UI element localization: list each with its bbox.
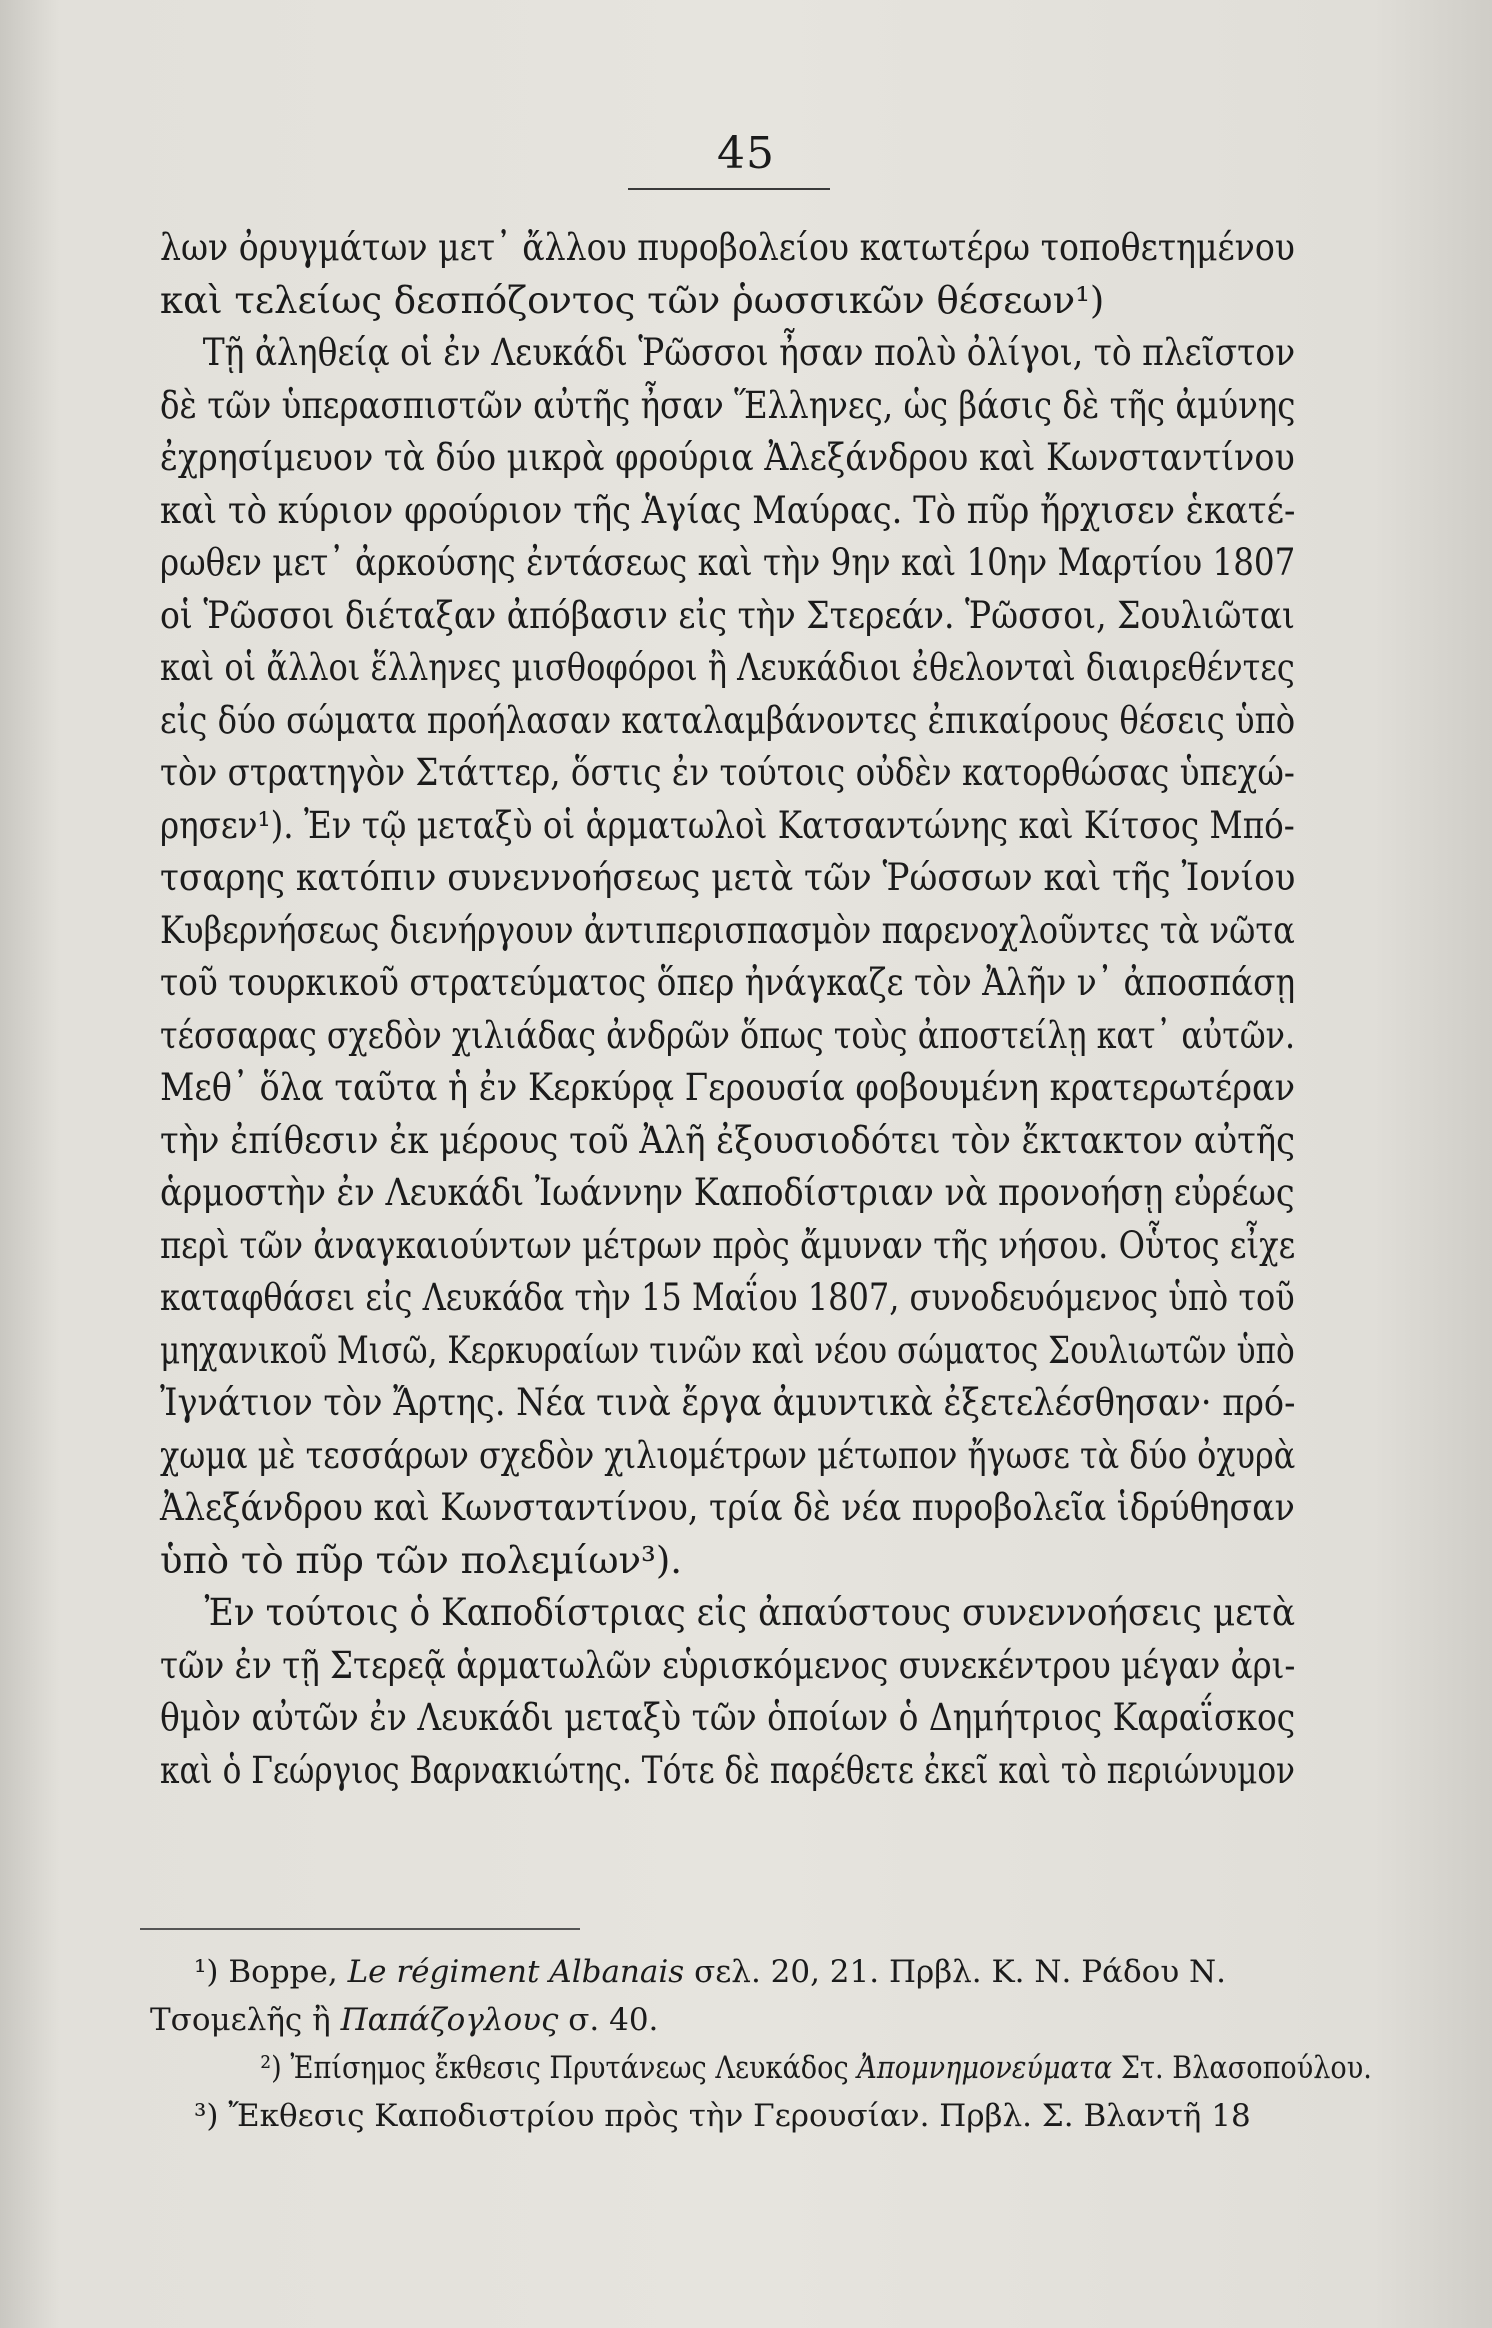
footnotes xyxy=(150,1948,1372,2140)
text-line: λων ὀρυγμάτων μετ᾽ ἄλλου πυροβολείου κατωτέρω τοποθετημένου xyxy=(160,226,1295,269)
footnote-text: Τσομελῆς ἢ xyxy=(150,2002,341,2038)
text-line: τσαρης κατόπιν συνεννοήσεως μετὰ τῶν Ῥώσσων καὶ τῆς Ἰονίου xyxy=(160,856,1296,899)
text-line: καταφθάσει εἰς Λευκάδα τὴν 15 Μαΐου 1807, συνοδευόμενος ὑπὸ τοῦ xyxy=(160,1276,1295,1319)
footnote-1-continued xyxy=(150,1996,1300,2044)
text-line: Ἀλεξάνδρου καὶ Κωνσταντίνου, τρία δὲ νέα πυροβολεῖα ἱδρύθησαν xyxy=(160,1486,1295,1529)
text-line: οἱ Ῥῶσσοι διέταξαν ἀπόβασιν εἰς τὴν Στερεάν. Ῥῶσσοι, Σουλιῶται xyxy=(160,593,1296,637)
text-line: καὶ τελείως δεσπόζοντος τῶν ῥωσσικῶν θέσεων¹) xyxy=(160,278,1105,322)
text-line: Κυβερνήσεως διενήργουν ἀντιπερισπασμὸν παρενοχλοῦντες τὰ νῶτα xyxy=(160,908,1295,952)
footnote-italic: Le régiment Albanais xyxy=(347,1954,685,1990)
text-line: εἰς δύο σώματα προήλασαν καταλαμβάνοντες ἐπικαίρους θέσεις ὑπὸ xyxy=(160,698,1296,742)
header-rule xyxy=(628,188,830,190)
text-line: θμὸν αὐτῶν ἐν Λευκάδι μεταξὺ τῶν ὁποίων ὁ Δημήτριος Καραΐσκος xyxy=(160,1696,1296,1739)
text-line: δὲ τῶν ὑπερασπιστῶν αὐτῆς ἦσαν Ἕλληνες, ὡς βάσις δὲ τῆς ἀμύνης xyxy=(160,383,1296,427)
footnote-text: σ. 40. xyxy=(558,2002,659,2038)
body-text xyxy=(160,222,1295,1797)
footnote-3 xyxy=(150,2092,1300,2140)
text-line: χωμα μὲ τεσσάρων σχεδὸν χιλιομέτρων μέτωπον ἤγωσε τὰ δύο ὀχυρὰ xyxy=(160,1433,1296,1477)
footnote-marker: ¹) xyxy=(194,1954,219,1990)
footnote-rule xyxy=(140,1928,580,1930)
text-line: ρησεν¹). Ἐν τῷ μεταξὺ οἱ ἁρματωλοὶ Κατσαντώνης καὶ Κίτσος Μπό- xyxy=(160,803,1295,847)
text-line: Ἰγνάτιον τὸν Ἄρτης. Νέα τινὰ ἔργα ἀμυντικὰ ἐξετελέσθησαν· πρό- xyxy=(160,1381,1296,1424)
text-line: τῶν ἐν τῇ Στερεᾷ ἁρματωλῶν εὑρισκόμενος συνεκέντρου μέγαν ἀρι- xyxy=(160,1643,1296,1687)
footnote-text: Boppe, xyxy=(228,1954,348,1990)
text-line: τὴν ἐπίθεσιν ἐκ μέρους τοῦ Ἀλῆ ἐξουσιοδότει τὸν ἔκτακτον αὐτῆς xyxy=(160,1118,1295,1162)
text-line: ἁρμοστὴν ἐν Λευκάδι Ἰωάννην Καποδίστριαν νὰ προνοήσῃ εὐρέως xyxy=(160,1171,1295,1214)
footnote-text: σελ. 20, 21. Πρβλ. Κ. Ν. Ράδου Ν. xyxy=(684,1954,1226,1990)
text-line: ὑπὸ τὸ πῦρ τῶν πολεμίων³). xyxy=(160,1538,683,1582)
text-line: Ἐν τούτοις ὁ Καποδίστριας εἰς ἀπαύστους συνεννοήσεις μετὰ xyxy=(204,1591,1296,1634)
text-line: ἐχρησίμευον τὰ δύο μικρὰ φρούρια Ἀλεξάνδρου καὶ Κωνσταντίνου xyxy=(160,436,1295,479)
text-line: καὶ οἱ ἄλλοι ἕλληνες μισθοφόροι ἢ Λευκάδιοι ἐθελονταὶ διαιρεθέντες xyxy=(160,646,1295,689)
footnote-text: Ἐπίσημος ἔκθεσις Πρυτάνεως Λευκάδος xyxy=(290,2050,858,2086)
text-line: καὶ τὸ κύριον φρούριον τῆς Ἁγίας Μαύρας. Τὸ πῦρ ἤρχισεν ἑκατέ- xyxy=(160,488,1296,532)
text-line: τέσσαρας σχεδὸν χιλιάδας ἀνδρῶν ὅπως τοὺς ἀποστείλῃ κατ᾽ αὐτῶν. xyxy=(160,1013,1296,1057)
footnote-marker: ³) xyxy=(194,2098,219,2134)
footnote-text: Ἔκθεσις Καποδιστρίου πρὸς τὴν Γερουσίαν. Πρβλ. Σ. Βλαντῆ 18 xyxy=(228,2098,1251,2134)
text-line: μηχανικοῦ Μισῶ, Κερκυραίων τινῶν καὶ νέου σώματος Σουλιωτῶν ὑπὸ xyxy=(160,1328,1295,1372)
text-line: τὸν στρατηγὸν Στάττερ, ὅστις ἐν τούτοις οὐδὲν κατορθώσας ὑπεχώ- xyxy=(160,751,1295,794)
footnote-text: Στ. Βλασοπούλου. xyxy=(1112,2050,1372,2086)
footnote-italic: Ἀπομνημονεύματα xyxy=(857,2050,1113,2086)
text-line: Τῇ ἀληθείᾳ οἱ ἐν Λευκάδι Ῥῶσσοι ἦσαν πολὺ ὀλίγοι, τὸ πλεῖστον xyxy=(202,331,1296,374)
footnote-marker: ²) xyxy=(260,2050,282,2086)
text-line: Μεθ᾽ ὅλα ταῦτα ἡ ἐν Κερκύρᾳ Γερουσία φοβουμένη κρατερωτέραν xyxy=(160,1066,1296,1109)
footnote-italic: Παπάζογλους xyxy=(340,2002,559,2038)
page-number: 45 xyxy=(717,128,775,179)
text-line: περὶ τῶν ἀναγκαιούντων μέτρων πρὸς ἄμυναν τῆς νήσου. Οὗτος εἶχε xyxy=(160,1223,1296,1267)
text-line: καὶ ὁ Γεώργιος Βαρνακιώτης. Τότε δὲ παρέθετε ἐκεῖ καὶ τὸ περιώνυμον xyxy=(160,1748,1295,1792)
text-line: ρωθεν μετ᾽ ἀρκούσης ἐντάσεως καὶ τὴν 9ην καὶ 10ην Μαρτίου 1807 xyxy=(160,541,1296,584)
footnote-1 xyxy=(150,1948,1300,1996)
footnote-2 xyxy=(222,2044,1372,2092)
text-line: τοῦ τουρκικοῦ στρατεύματος ὅπερ ἠνάγκαζε τὸν Ἀλῆν ν᾽ ἀποσπάσῃ xyxy=(160,961,1296,1004)
